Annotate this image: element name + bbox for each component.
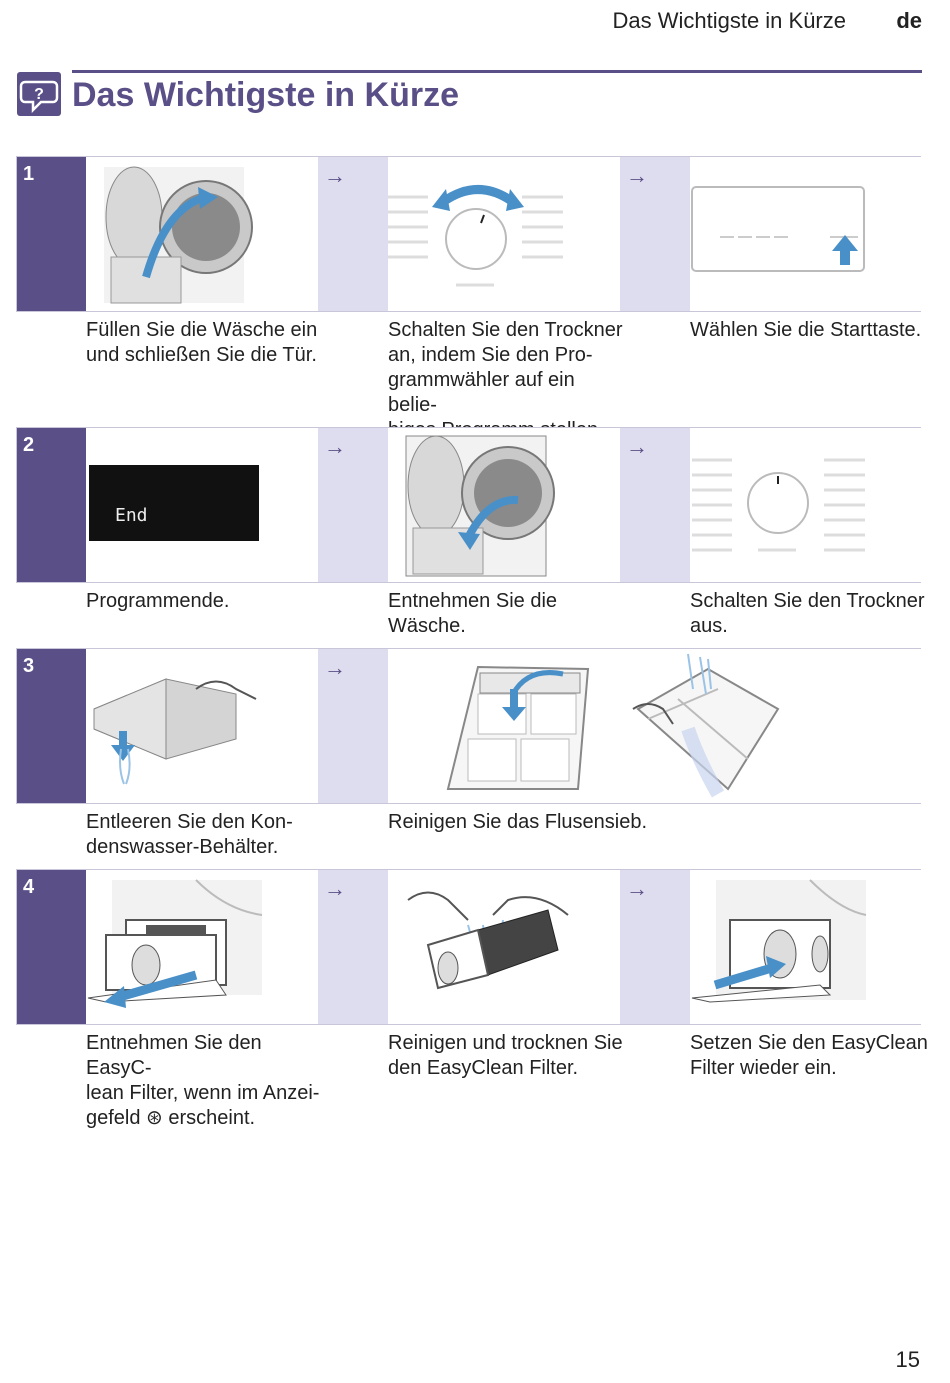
step-3-caption-2: Reinigen Sie das Flusensieb. (388, 811, 648, 833)
load-laundry-illustration (86, 157, 318, 311)
step-3-caption-1: Entleeren Sie den Kon- denswasser-Behälter. (86, 811, 293, 858)
step-arrow: → (318, 649, 388, 803)
step-number-2: 2 (17, 428, 86, 582)
program-selector-illustration (388, 157, 620, 311)
header-language: de (896, 8, 922, 33)
step-2-caption-1: Programmende. (86, 590, 230, 612)
remove-laundry-illustration (388, 428, 620, 582)
insert-easyclean-filter-illustration (690, 870, 922, 1024)
step-2-caption-2: Entnehmen Sie die Wäsche. (388, 590, 558, 637)
step-row-4 (16, 869, 921, 1025)
step-2-caption-3: Schalten Sie den Trockner aus. (690, 590, 925, 637)
header-title: Das Wichtigste in Kürze (612, 8, 846, 33)
step-arrow: → (318, 157, 388, 311)
step-row-3 (16, 648, 921, 804)
end-display-illustration (86, 428, 318, 582)
info-icon (17, 72, 61, 116)
step-arrow: → (620, 870, 690, 1024)
clean-lint-filter-illustration (388, 649, 922, 803)
step-4-caption-2: Reinigen und trocknen Sie den EasyClean Filter. (388, 1032, 623, 1079)
step-number-1: 1 (17, 157, 86, 311)
remove-easyclean-filter-illustration (86, 870, 318, 1024)
step-1-caption-3: Wählen Sie die Starttaste. (690, 319, 922, 341)
step-number-4: 4 (17, 870, 86, 1024)
power-off-illustration (690, 428, 922, 582)
step-arrow: → (620, 428, 690, 582)
page-title: Das Wichtigste in Kürze (72, 76, 459, 114)
svg-text:?: ? (34, 86, 44, 103)
display-text: End (115, 505, 148, 526)
step-arrow: → (318, 870, 388, 1024)
step-arrow: → (620, 157, 690, 311)
header-rule (72, 70, 922, 73)
step-row-2 (16, 427, 921, 583)
empty-container-illustration (86, 649, 318, 803)
page-number: 15 (895, 1347, 920, 1372)
step-row-1 (16, 156, 921, 312)
step-1-caption-1: Füllen Sie die Wäsche ein und schließen Sie die Tür. (86, 319, 318, 366)
step-1-caption-2: Schalten Sie den Trockner an, indem Sie den Pro- grammwähler auf ein belie- (388, 319, 623, 416)
step-arrow: → (318, 428, 388, 582)
rinse-filter-illustration (388, 870, 620, 1024)
step-number-3: 3 (17, 649, 86, 803)
start-button-illustration (690, 157, 922, 311)
step-4-caption-3: Setzen Sie den EasyClean Filter wieder ein. (690, 1032, 928, 1079)
step-4-caption-1: Entnehmen Sie den EasyC- lean Filter, wenn im Anzei- gefeld ⊛ erscheint. (86, 1032, 320, 1129)
